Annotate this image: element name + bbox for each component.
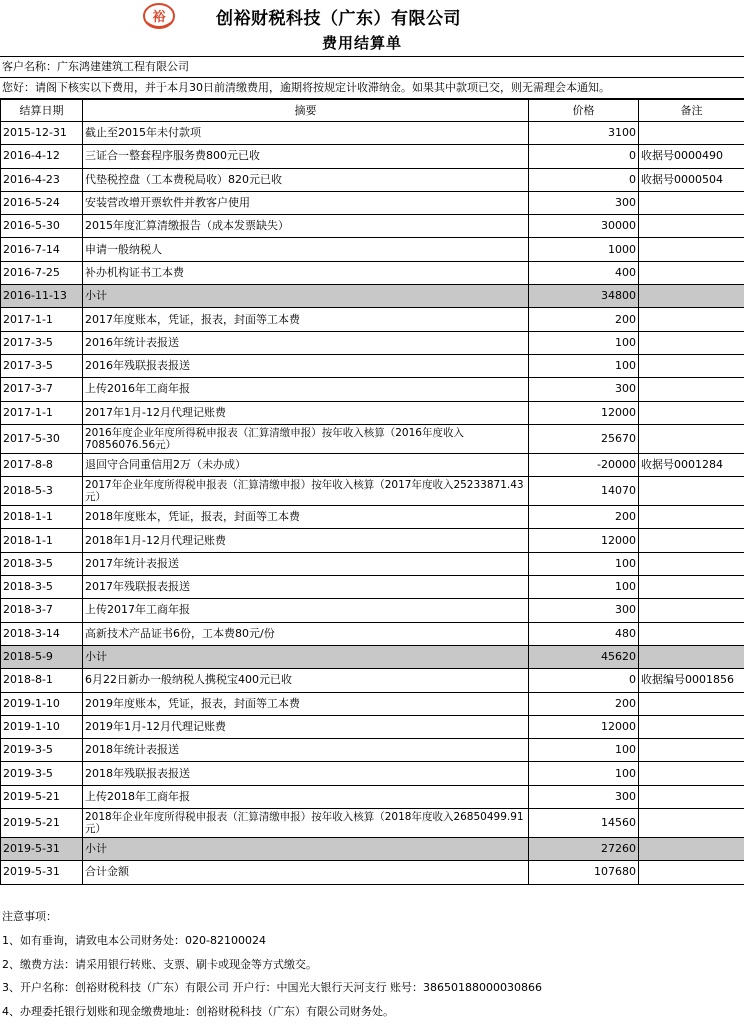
cell-summary: 2018年1月-12月代理记账费 bbox=[83, 529, 529, 552]
cell-price: 34800 bbox=[529, 285, 639, 308]
cell-note: 收据号0000490 bbox=[639, 145, 744, 168]
cell-date: 2019-5-21 bbox=[1, 809, 83, 838]
cell-summary: 2015年度汇算清缴报告（成本发票缺失） bbox=[83, 215, 529, 238]
cell-note bbox=[639, 331, 744, 354]
cell-date: 2018-5-9 bbox=[1, 645, 83, 668]
table-row bbox=[1, 354, 744, 377]
table-header-row bbox=[1, 100, 744, 122]
cell-date: 2017-3-7 bbox=[1, 378, 83, 401]
table-row bbox=[1, 861, 744, 884]
cell-price: 100 bbox=[529, 576, 639, 599]
cell-summary: 2016年度企业年度所得税申报表（汇算清缴申报）按年收入核算（2016年度收入70856076.56元） bbox=[83, 424, 529, 453]
note-bank-account: 3、开户名称：创裕财税科技（广东）有限公司 开户行：中国光大银行天河支行 账号：38650188000030866 bbox=[2, 981, 542, 995]
table-row bbox=[1, 576, 744, 599]
column-header-date: 结算日期 bbox=[1, 100, 83, 122]
cell-summary: 截止至2015年未付款项 bbox=[83, 122, 529, 145]
cell-price: 45620 bbox=[529, 645, 639, 668]
cell-note bbox=[639, 838, 744, 861]
cell-price: 300 bbox=[529, 599, 639, 622]
cell-note bbox=[639, 576, 744, 599]
cell-price: 1000 bbox=[529, 238, 639, 261]
cell-summary: 2018年度账本，凭证，报表，封面等工本费 bbox=[83, 506, 529, 529]
greeting-text: 您好：请阁下核实以下费用，并于本月30日前清缴费用，逾期将按规定计收滞纳金。如果其中款项已交，则无需理会本通知。 bbox=[0, 78, 744, 99]
cell-note bbox=[639, 645, 744, 668]
cell-price: 14070 bbox=[529, 477, 639, 506]
fee-table bbox=[0, 99, 744, 885]
cell-date: 2016-7-14 bbox=[1, 238, 83, 261]
table-row bbox=[1, 453, 744, 476]
cell-price: 100 bbox=[529, 331, 639, 354]
cell-date: 2017-3-5 bbox=[1, 354, 83, 377]
logo-text: 裕 bbox=[152, 10, 166, 25]
table-row bbox=[1, 622, 744, 645]
table-row bbox=[1, 785, 744, 808]
cell-date: 2019-3-5 bbox=[1, 762, 83, 785]
cell-date: 2018-8-1 bbox=[1, 669, 83, 692]
cell-price: 25670 bbox=[529, 424, 639, 453]
table-row bbox=[1, 168, 744, 191]
document-header bbox=[0, 0, 744, 56]
cell-date: 2019-5-31 bbox=[1, 861, 83, 884]
table-row bbox=[1, 424, 744, 453]
table-row bbox=[1, 669, 744, 692]
cell-date: 2015-12-31 bbox=[1, 122, 83, 145]
table-row bbox=[1, 215, 744, 238]
cell-note bbox=[639, 529, 744, 552]
cell-date: 2018-5-3 bbox=[1, 477, 83, 506]
cell-summary: 小计 bbox=[83, 285, 529, 308]
cell-note: 收据号0001284 bbox=[639, 453, 744, 476]
cell-summary: 安装营改增开票软件并教客户使用 bbox=[83, 191, 529, 214]
cell-price: 100 bbox=[529, 552, 639, 575]
table-row bbox=[1, 238, 744, 261]
cell-price: 14560 bbox=[529, 809, 639, 838]
cell-date: 2019-1-10 bbox=[1, 692, 83, 715]
company-logo bbox=[142, 2, 176, 32]
cell-price: 27260 bbox=[529, 838, 639, 861]
cell-price: 300 bbox=[529, 785, 639, 808]
cell-note bbox=[639, 692, 744, 715]
cell-summary: 高新技术产品证书6份，工本费80元/份 bbox=[83, 622, 529, 645]
subtotal-row bbox=[1, 838, 744, 861]
cell-date: 2016-5-30 bbox=[1, 215, 83, 238]
cell-note bbox=[639, 308, 744, 331]
cell-summary: 小计 bbox=[83, 838, 529, 861]
cell-price: 0 bbox=[529, 168, 639, 191]
cell-note bbox=[639, 785, 744, 808]
cell-price: 300 bbox=[529, 191, 639, 214]
cell-date: 2018-3-5 bbox=[1, 552, 83, 575]
cell-price: 100 bbox=[529, 762, 639, 785]
table-row bbox=[1, 715, 744, 738]
cell-date: 2018-3-14 bbox=[1, 622, 83, 645]
note-payment-method: 2、缴费方法：请采用银行转账、支票、刷卡或现金等方式缴交。 bbox=[2, 957, 317, 971]
table-row bbox=[1, 477, 744, 506]
cell-note bbox=[639, 191, 744, 214]
cell-date: 2018-1-1 bbox=[1, 506, 83, 529]
cell-summary: 2017年1月-12月代理记账费 bbox=[83, 401, 529, 424]
cell-summary: 退回守合同重信用2万（未办成） bbox=[83, 453, 529, 476]
cell-note bbox=[639, 238, 744, 261]
table-row bbox=[1, 762, 744, 785]
cell-note bbox=[639, 552, 744, 575]
cell-date: 2017-1-1 bbox=[1, 308, 83, 331]
table-row bbox=[1, 529, 744, 552]
cell-note bbox=[639, 424, 744, 453]
cell-summary: 三证合一整套程序服务费800元已收 bbox=[83, 145, 529, 168]
cell-note bbox=[639, 762, 744, 785]
cell-price: 3100 bbox=[529, 122, 639, 145]
column-header-summary: 摘要 bbox=[83, 100, 529, 122]
company-name: 创裕财税科技（广东）有限公司 bbox=[216, 9, 461, 29]
cell-note bbox=[639, 599, 744, 622]
cell-note bbox=[639, 715, 744, 738]
cell-price: 200 bbox=[529, 506, 639, 529]
cell-summary: 代垫税控盘（工本费税局收）820元已收 bbox=[83, 168, 529, 191]
cell-date: 2016-4-12 bbox=[1, 145, 83, 168]
cell-date: 2018-1-1 bbox=[1, 529, 83, 552]
cell-price: 480 bbox=[529, 622, 639, 645]
cell-date: 2016-5-24 bbox=[1, 191, 83, 214]
customer-name: 广东鸿建建筑工程有限公司 bbox=[57, 60, 189, 73]
cell-note bbox=[639, 215, 744, 238]
cell-note bbox=[639, 809, 744, 838]
cell-note bbox=[639, 378, 744, 401]
table-row bbox=[1, 122, 744, 145]
table-row bbox=[1, 692, 744, 715]
cell-date: 2019-3-5 bbox=[1, 739, 83, 762]
cell-date: 2016-4-23 bbox=[1, 168, 83, 191]
cell-date: 2017-5-30 bbox=[1, 424, 83, 453]
cell-summary: 上传2016年工商年报 bbox=[83, 378, 529, 401]
notes-section bbox=[0, 905, 744, 1024]
cell-date: 2017-8-8 bbox=[1, 453, 83, 476]
cell-price: 100 bbox=[529, 739, 639, 762]
note-contact: 1、如有垂询，请致电本公司财务处：020-82100024 bbox=[2, 933, 266, 947]
cell-summary: 2019年1月-12月代理记账费 bbox=[83, 715, 529, 738]
cell-price: -20000 bbox=[529, 453, 639, 476]
cell-date: 2016-7-25 bbox=[1, 261, 83, 284]
cell-date: 2019-5-31 bbox=[1, 838, 83, 861]
cell-summary: 上传2017年工商年报 bbox=[83, 599, 529, 622]
table-row bbox=[1, 308, 744, 331]
cell-note bbox=[639, 122, 744, 145]
table-row bbox=[1, 739, 744, 762]
cell-summary: 6月22日新办一般纳税人携税宝400元已收 bbox=[83, 669, 529, 692]
cell-note bbox=[639, 739, 744, 762]
cell-summary: 2016年残联报表报送 bbox=[83, 354, 529, 377]
cell-summary: 合计金额 bbox=[83, 861, 529, 884]
cell-date: 2016-11-13 bbox=[1, 285, 83, 308]
cell-price: 12000 bbox=[529, 715, 639, 738]
cell-summary: 2016年统计表报送 bbox=[83, 331, 529, 354]
cell-note bbox=[639, 285, 744, 308]
table-row bbox=[1, 506, 744, 529]
document-title: 费用结算单 bbox=[322, 34, 403, 52]
cell-price: 30000 bbox=[529, 215, 639, 238]
cell-date: 2017-1-1 bbox=[1, 401, 83, 424]
notes-heading: 注意事项： bbox=[2, 910, 57, 923]
cell-summary: 小计 bbox=[83, 645, 529, 668]
cell-summary: 2017年度账本，凭证，报表，封面等工本费 bbox=[83, 308, 529, 331]
column-header-price: 价格 bbox=[529, 100, 639, 122]
table-row bbox=[1, 401, 744, 424]
cell-price: 12000 bbox=[529, 401, 639, 424]
cell-summary: 上传2018年工商年报 bbox=[83, 785, 529, 808]
cell-date: 2018-3-7 bbox=[1, 599, 83, 622]
cell-price: 12000 bbox=[529, 529, 639, 552]
cell-note: 收据号0000504 bbox=[639, 168, 744, 191]
cell-note bbox=[639, 506, 744, 529]
cell-note: 收据编号0001856 bbox=[639, 669, 744, 692]
note-address: 4、办理委托银行划账和现金缴费地址：创裕财税科技（广东）有限公司财务处。 bbox=[2, 1005, 394, 1019]
table-row bbox=[1, 191, 744, 214]
cell-summary: 2017年企业年度所得税申报表（汇算清缴申报）按年收入核算（2017年度收入25233871.43元） bbox=[83, 477, 529, 506]
cell-summary: 2018年统计表报送 bbox=[83, 739, 529, 762]
cell-date: 2018-3-5 bbox=[1, 576, 83, 599]
cell-note bbox=[639, 622, 744, 645]
subtotal-row bbox=[1, 285, 744, 308]
cell-summary: 2017年残联报表报送 bbox=[83, 576, 529, 599]
subtotal-row bbox=[1, 645, 744, 668]
cell-note bbox=[639, 401, 744, 424]
table-row bbox=[1, 552, 744, 575]
cell-price: 300 bbox=[529, 378, 639, 401]
cell-summary: 2018年残联报表报送 bbox=[83, 762, 529, 785]
table-row bbox=[1, 331, 744, 354]
cell-summary: 2018年企业年度所得税申报表（汇算清缴申报）按年收入核算（2018年度收入26850499.91元） bbox=[83, 809, 529, 838]
statement-sheet bbox=[0, 56, 744, 885]
table-row bbox=[1, 378, 744, 401]
cell-summary: 2019年度账本，凭证，报表，封面等工本费 bbox=[83, 692, 529, 715]
cell-price: 400 bbox=[529, 261, 639, 284]
column-header-note: 备注 bbox=[639, 100, 744, 122]
cell-note bbox=[639, 354, 744, 377]
customer-label: 客户名称： bbox=[2, 60, 57, 73]
table-row bbox=[1, 599, 744, 622]
cell-note bbox=[639, 261, 744, 284]
cell-price: 0 bbox=[529, 669, 639, 692]
cell-price: 200 bbox=[529, 692, 639, 715]
table-row bbox=[1, 145, 744, 168]
cell-date: 2017-3-5 bbox=[1, 331, 83, 354]
cell-price: 107680 bbox=[529, 861, 639, 884]
cell-note bbox=[639, 477, 744, 506]
cell-summary: 申请一般纳税人 bbox=[83, 238, 529, 261]
cell-date: 2019-5-21 bbox=[1, 785, 83, 808]
table-row bbox=[1, 809, 744, 838]
cell-note bbox=[639, 861, 744, 884]
cell-summary: 2017年统计表报送 bbox=[83, 552, 529, 575]
cell-date: 2019-1-10 bbox=[1, 715, 83, 738]
cell-price: 200 bbox=[529, 308, 639, 331]
cell-price: 100 bbox=[529, 354, 639, 377]
cell-summary: 补办机构证书工本费 bbox=[83, 261, 529, 284]
table-row bbox=[1, 261, 744, 284]
customer-row bbox=[0, 57, 744, 78]
cell-price: 0 bbox=[529, 145, 639, 168]
